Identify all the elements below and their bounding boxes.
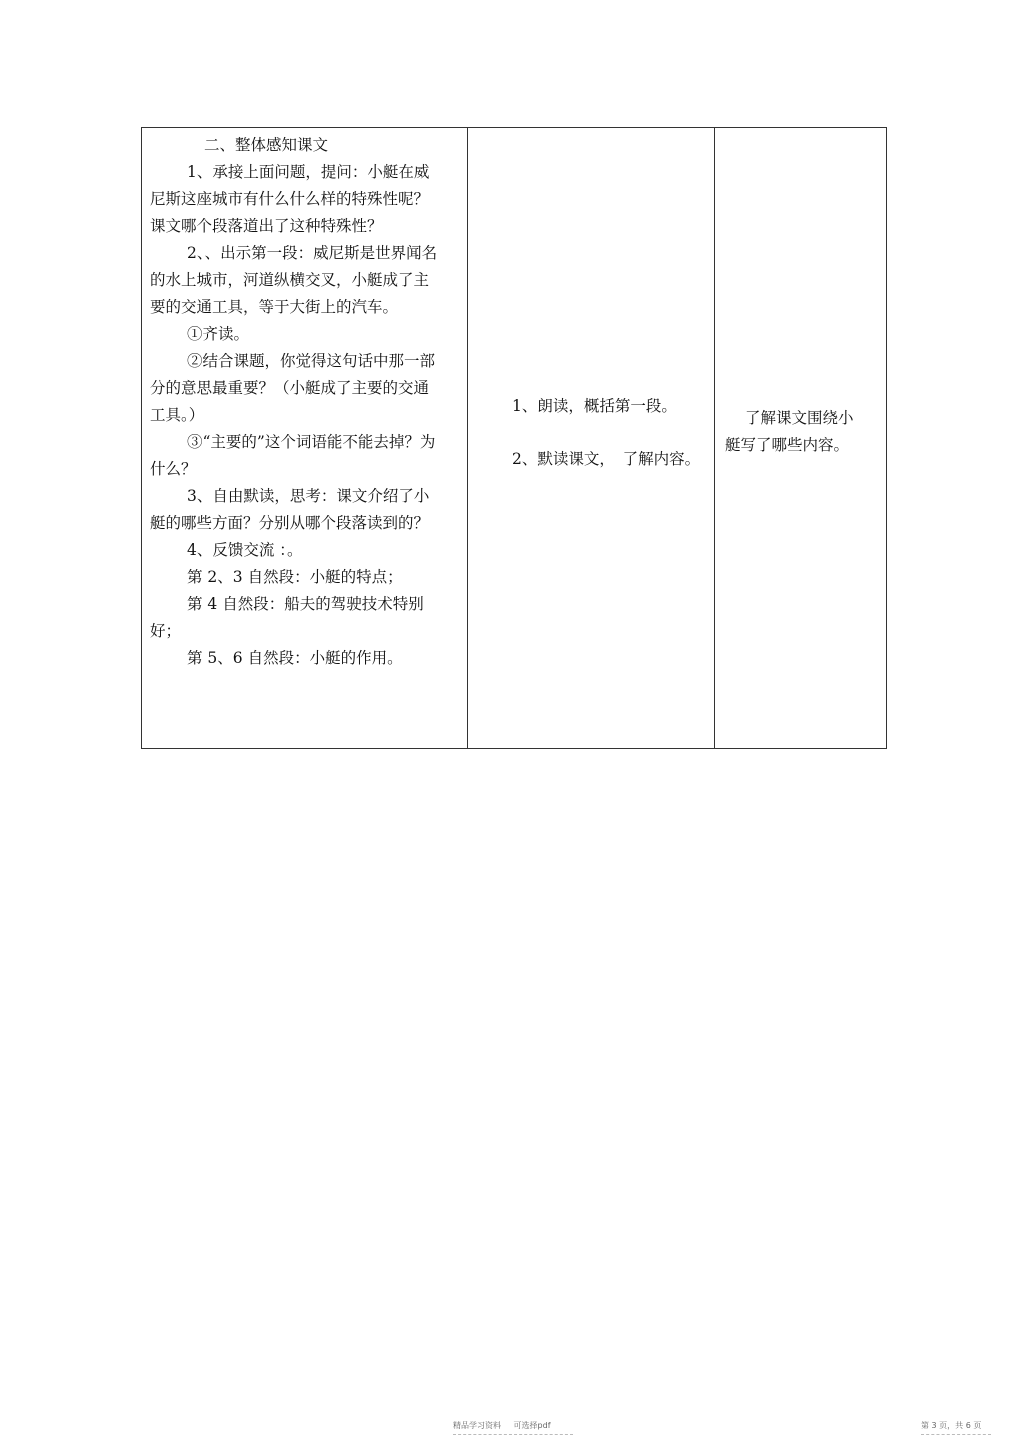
- activity-line: 2、默读课文， 了解内容。: [512, 450, 701, 468]
- process-paragraph: 2、、出示第一段：威尼斯是世界闻名的水上城市，河道纵横交叉，小艇成了主要的交通工具，等于大街上的汽车。: [150, 244, 438, 316]
- table-row: [142, 128, 887, 749]
- process-paragraph: 第 5、6 自然段：小艇的作用。: [187, 649, 403, 667]
- teaching-process-cell: [142, 128, 468, 749]
- process-paragraph: 1、承接上面问题，提问：小艇在威尼斯这座城市有什么什么样的特殊性呢？课文哪个段落道出了这种特殊性？: [150, 163, 430, 235]
- process-paragraph: ②结合课题，你觉得这句话中那一部分的意思最重要？（小艇成了主要的交通工具。）: [150, 352, 436, 424]
- footer-page-number: 第 3 页，共 6 页: [921, 1421, 982, 1430]
- design-intent-text: 了解课文围绕小艇写了哪些内容。: [725, 409, 854, 454]
- student-activity-cell: [468, 128, 715, 749]
- process-paragraph: ①齐读。: [187, 325, 250, 343]
- footer-dashed-rule: [453, 1434, 573, 1435]
- footer-dashed-rule: [921, 1434, 991, 1435]
- section-heading: 二、整体感知课文: [204, 136, 329, 154]
- lesson-plan-table: [141, 127, 887, 749]
- activity-line: 1、朗读，概括第一段。: [512, 397, 677, 415]
- process-paragraph: 第 4 自然段：船夫的驾驶技术特别好；: [150, 595, 424, 640]
- process-paragraph: ③“主要的”这个词语能不能去掉？为什么？: [150, 433, 436, 478]
- design-intent-cell: [715, 128, 887, 749]
- process-paragraph: 3、自由默读，思考：课文介绍了小艇的哪些方面？分别从哪个段落读到的？: [150, 487, 430, 532]
- footer-left-text: 精品学习资料 可选择pdf: [453, 1421, 551, 1430]
- process-paragraph: 4、反馈交流 ：。: [187, 541, 303, 559]
- process-paragraph: 第 2、3 自然段：小艇的特点；: [187, 568, 403, 586]
